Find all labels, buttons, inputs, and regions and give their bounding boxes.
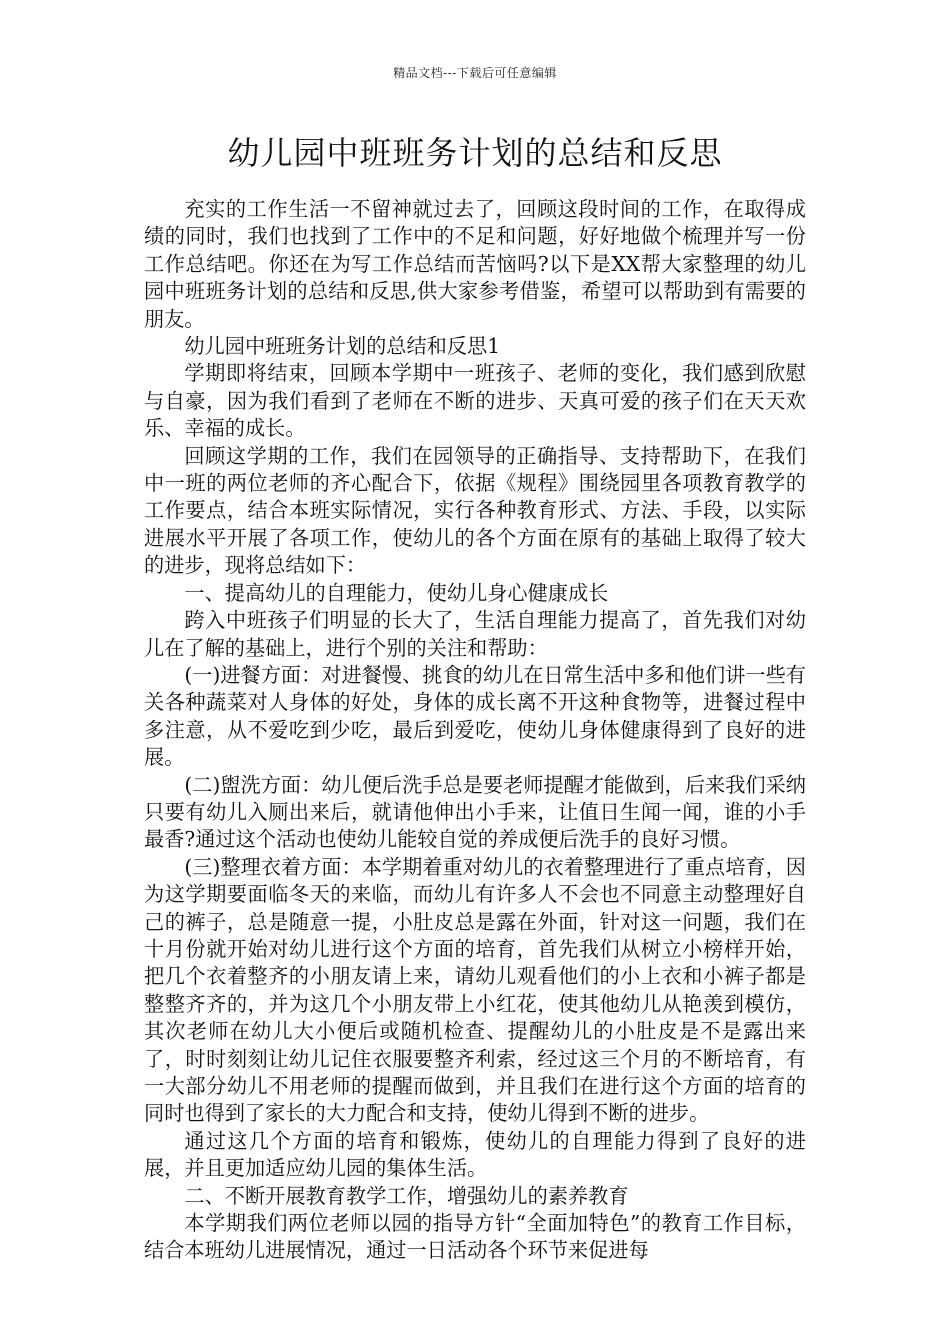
document-body	[144, 196, 806, 1265]
document-title: 幼儿园中班班务计划的总结和反思	[227, 134, 723, 172]
body-paragraph: 通过这几个方面的培育和锻炼，使幼儿的自理能力得到了良好的进展，并且更加适应幼儿园的集体生活。	[144, 1128, 806, 1181]
section-heading-self-care: 一、提高幼儿的自理能力，使幼儿身心健康成长	[184, 580, 609, 605]
section-heading-education: 二、不断开展教育教学工作，增强幼儿的素养教育	[184, 1183, 629, 1208]
body-paragraph: 本学期我们两位老师以园的指导方针“全面加特色”的教育工作目标，结合本班幼儿进展情况，通过一日活动各个环节来促进每	[144, 1211, 806, 1263]
body-paragraph: 学期即将结束，回顾本学期中一班孩子、老师的变化，我们感到欣慰与自豪，因为我们看到了老师在不断的进步、天真可爱的孩子们在天天欢乐、幸福的成长。	[144, 361, 806, 441]
intro-paragraph: 充实的工作生活一不留神就过去了，回顾这段时间的工作，在取得成绩的同时，我们也找到了工作中的不足和问题，好好地做个梳理并写一份工作总结吧。你还在为写工作总结而苦恼吗?以下是XX帮大家整理的幼儿园中班班务计划的总结和反思,供大家参考借鉴，希望可以帮助到有需要的朋友。	[144, 197, 806, 331]
body-paragraph-washing: (二)盥洗方面：幼儿便后洗手总是要老师提醒才能做到，后来我们采纳只要有幼儿入厕出来后，就请他伸出小手来，让值日生闻一闻，谁的小手最香?通过这个活动也使幼儿能较自觉的养成便后洗手的良好习惯。	[144, 772, 806, 852]
section-title-1: 幼儿园中班班务计划的总结和反思1	[184, 334, 501, 359]
body-paragraph-clothing: (三)整理衣着方面：本学期着重对幼儿的衣着整理进行了重点培育，因为这学期要面临冬天的来临，而幼儿有许多人不会也不同意主动整理好自己的裤子，总是随意一提，小肚皮总是露在外面，针对这一问题，我们在十月份就开始对幼儿进行这个方面的培育，首先我们从树立小榜样开始，把几个衣着整齐的小朋友请上来，请幼儿观看他们的小上衣和小裤子都是整整齐齐的，并为这几个小朋友带上小红花，使其他幼儿从艳羡到模仿，其次老师在幼儿大小便后或随机检查、提醒幼儿的小肚皮是不是露出来了，时时刻刻让幼儿记住衣服要整齐利索，经过这三个月的不断培育，有一大部分幼儿不用老师的提醒而做到，并且我们在进行这个方面的培育的同时也得到了家长的大力配合和支持，使幼儿得到不断的进步。	[144, 854, 806, 1126]
body-paragraph: 跨入中班孩子们明显的长大了，生活自理能力提高了，首先我们对幼儿在了解的基础上，进行个别的关注和帮助：	[144, 608, 806, 660]
page-header-note: 精品文档---下载后可任意编辑	[393, 66, 557, 80]
body-paragraph: 回顾这学期的工作，我们在园领导的正确指导、支持帮助下，在我们中一班的两位老师的齐心配合下，依据《规程》围绕园里各项教育教学的工作要点，结合本班实际情况，实行各种教育形式、方法、手段，以实际进展水平开展了各项工作，使幼儿的各个方面在原有的基础上取得了较大的进步，现将总结如下：	[144, 443, 806, 578]
body-paragraph-eating: (一)进餐方面：对进餐慢、挑食的幼儿在日常生活中多和他们讲一些有关各种蔬菜对人身体的好处，身体的成长离不开这种食物等，进餐过程中多注意，从不爱吃到少吃，最后到爱吃，使幼儿身体健康得到了良好的进展。	[144, 662, 806, 770]
